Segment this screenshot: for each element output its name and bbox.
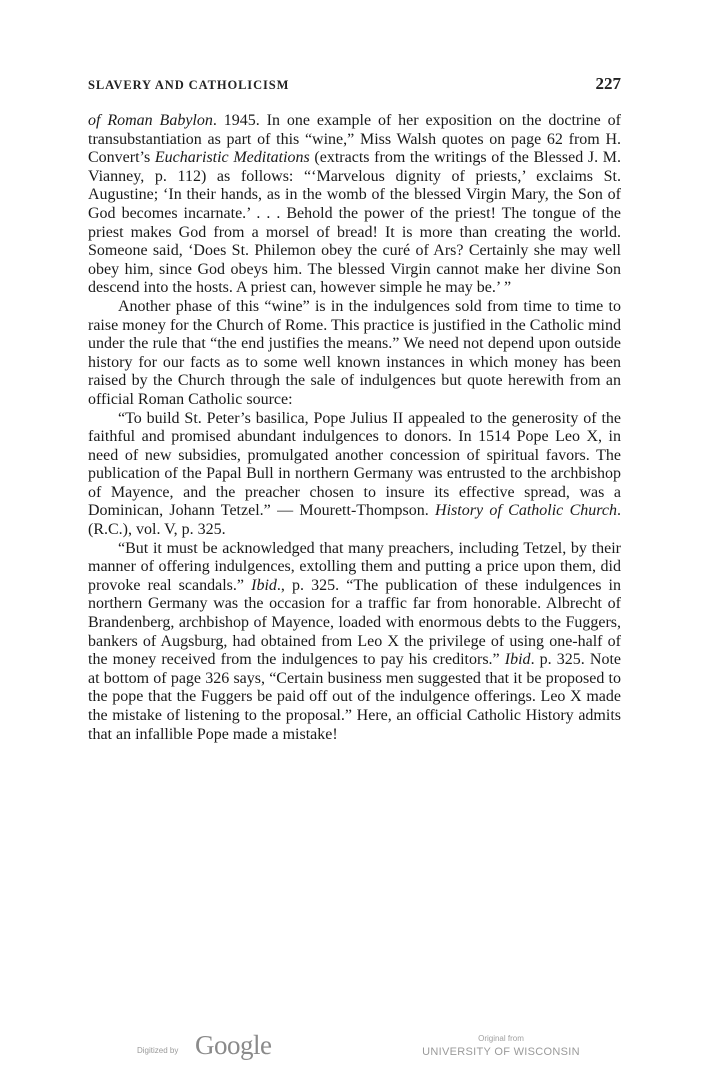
- text-segment: . p. 325. Note at bottom of page 326 says, “Certain business men suggested that it be proposed to the pope that the Fuggers be paid off out of the indulgence offerings. Leo X made the mistake of listening to the proposal.” Here, an official Catholic History admits that an infallible Pope made a mistake!: [88, 651, 622, 743]
- text-segment: ., p. 325. “The publication of these indulgences in northern Germany was the occasion for a traffic far from honorable. Albrecht of Brandenberg, archbishop of Mayence, loaded with enormous debts to the Fuggers, bankers of Augsburg, had obtained from Leo X the privilege of using one-half of the money received from the indulgences to pay his creditors.”: [88, 576, 622, 669]
- google-logo: Google: [195, 1030, 272, 1060]
- italic-text: of Roman Babylon: [88, 112, 213, 129]
- original-from-label: Original from: [478, 1034, 524, 1043]
- paragraph: [88, 410, 621, 540]
- text-segment: “To build St. Peter’s basilica, Pope Julius II appealed to the generosity of the faithful and promised abundant indulgences to donors. In 1514 Pope Leo X, in need of new subsidies, promulgated another concession of spiritual favors. The publication of the Papal Bull in northern Germany was entrusted to the archbishop of Mayence, and the preacher chosen to insure its effective spread, was a Dominican, Johann Tetzel.” — Mourett-Thompson.: [88, 409, 621, 520]
- paragraph: [88, 540, 621, 745]
- institution-name: UNIVERSITY OF WISCONSIN: [422, 1046, 580, 1058]
- page-header: [88, 72, 621, 96]
- italic-text: Ibid: [251, 576, 277, 594]
- italic-text: History of Catholic Church: [435, 502, 617, 520]
- text-segment: (extracts from the writings of the Blessed J. M. Vianney, p. 112) as follows: “‘Marvelous dignity of priests,’ exclaims St. Augustine; ‘In their hands, as in the womb of the blessed Virgin Mary, the Son of God becomes incarnate.’ . . . Behold the power of the priest! The tongue of the priest makes God from a morsel of bread! It is more than creating the world. Someone said, ‘Does St. Philemon obey the curé of Ars? Certainly she may well obey him, since God obeys him. The blessed Virgin cannot make her divine Son descend into the hosts. A priest can, however simple he may be.’ ”: [88, 149, 622, 297]
- body-text: [88, 112, 621, 744]
- text-segment: “But it must be acknowledged that many preachers, including Tetzel, by their manner of offering indulgences, extolling them and putting a price upon them, did provoke real scandals.”: [88, 539, 621, 594]
- text-segment: Another phase of this “wine” is in the indulgences sold from time to time to raise money for the Church of Rome. This practice is justified in the Catholic mind under the rule that “the end justifies the means.” We need not depend upon outside history for our facts as to some well known instances in which money has been raised by the Church through the sale of indulgences but quote herewith from an official Roman Catholic source:: [88, 297, 621, 408]
- italic-text: Eucharistic Meditations: [154, 149, 310, 167]
- text-segment: . 1945. In one example of her exposition on the doctrine of transubstantiation as part of this “wine,” Miss Walsh quotes on page 62 from H. Convert’s: [88, 112, 622, 167]
- running-head: SLAVERY AND CATHOLICISM: [88, 78, 290, 92]
- digitized-by-label: Digitized by: [137, 1046, 179, 1055]
- text-segment: . (R.C.), vol. V, p. 325.: [88, 502, 621, 539]
- paragraph: [88, 112, 621, 298]
- italic-text: Ibid: [504, 651, 531, 669]
- paragraph: [88, 298, 621, 410]
- page-number: 227: [595, 74, 621, 93]
- page-footer: [0, 1020, 711, 1070]
